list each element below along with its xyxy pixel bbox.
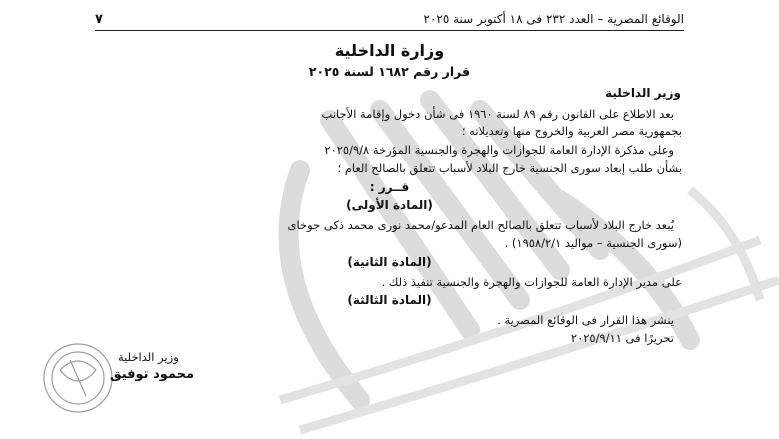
- preamble-line-1: بعد الاطلاع على القانون رقم ٨٩ لسنة ١٩٦٠ فى شأن دخول وإقامة الأجانب: [321, 107, 674, 121]
- article-3-line-1: ينشر هذا القرار فى الوقائع المصرية .: [497, 313, 674, 327]
- preamble-line-4: بشأن طلب إبعاد سورى الجنسية خارج البلاد لأسباب تتعلق بالصالح العام ؛: [337, 161, 682, 175]
- preamble-line-3: وعلى مذكرة الإدارة العامة للجوازات والهجرة والجنسية المؤرخة ٢٠٢٥/٩/٨: [324, 143, 674, 157]
- header-title: الوقائع المصرية – العدد ٢٣٢ فى ١٨ أكتوبر سنة ٢٠٢٥: [423, 12, 684, 26]
- signature-name: محمود توفيق: [110, 367, 195, 382]
- article-2-line-1: على مدير الإدارة العامة للجوازات والهجرة والجنسية تنفيذ ذلك .: [381, 275, 682, 289]
- decree-title: قرار رقم ١٦٨٢ لسنة ٢٠٢٥: [308, 64, 471, 79]
- article-3-heading: (المادة الثالثة): [347, 293, 432, 307]
- signature-role: وزير الداخلية: [118, 350, 179, 364]
- article-1-line-2: (سورى الجنسية – مواليد ١٩٥٨/٢/١) .: [504, 236, 682, 250]
- article-3-line-2: تحريرًا فى ٢٠٢٥/٩/١١: [570, 331, 674, 345]
- article-1-heading: (المادة الأولى): [346, 198, 433, 212]
- article-1-line-1: يُبعد خارج البلاد لأسباب تتعلق بالصالح العام المدعو/محمد نورى محمد ذكى جوخاى: [287, 218, 674, 232]
- running-header: [95, 8, 684, 31]
- preamble-line-2: بجمهورية مصر العربية والخروج منها وتعديلاته ؛: [461, 124, 682, 138]
- issuer-label: وزير الداخلية: [605, 86, 681, 100]
- ministry-title: وزارة الداخلية: [334, 41, 445, 60]
- decided-heading: قــرر :: [369, 180, 410, 194]
- article-2-heading: (المادة الثانية): [347, 255, 432, 269]
- page-number: ٧: [95, 11, 103, 27]
